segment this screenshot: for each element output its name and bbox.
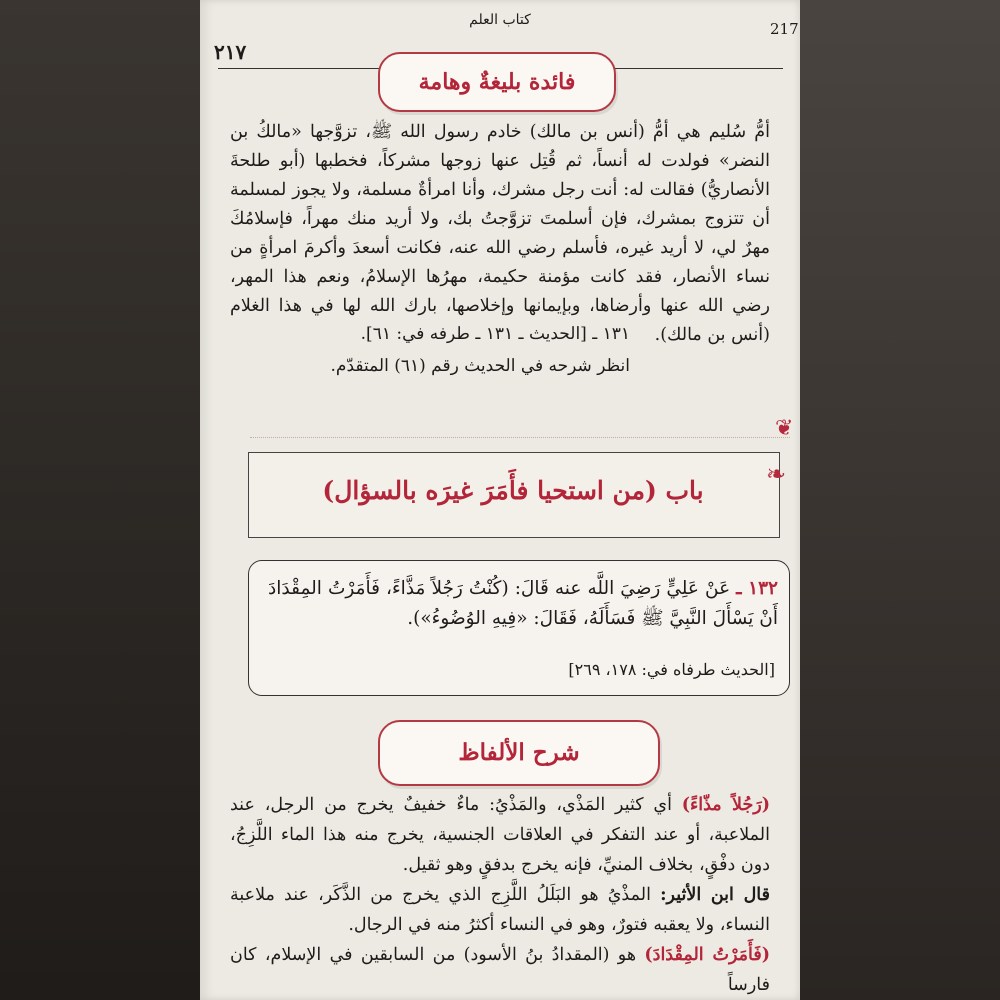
background-right (795, 0, 1000, 1000)
glossary-entry-3 (230, 940, 770, 1000)
glossary-term-2: قال ابن الأثير: (660, 885, 770, 905)
hadith-131-note: انظر شرحه في الحديث رقم (٦١) المتقدّم. (330, 356, 630, 376)
running-header-title: كتاب العلم (469, 12, 531, 28)
glossary-def-2: المذْيُ هو البَلَلُ اللَّزِج الذي يخرج من الذَّكَر، عند ملاعبة النساء، ولا يعقبه فتورٌ، وهو في النساء أكثرُ منه في الرجال. (230, 885, 770, 935)
floral-ornament-icon: ❦ (775, 416, 794, 441)
glossary-heading: شرح الألفاظ (378, 720, 660, 786)
page-number-arabic: ٢١٧ (214, 40, 247, 64)
hadith-132-reference: [الحديث طرفاه في: ١٧٨، ٢٦٩] (568, 660, 775, 679)
bab-title: باب (من استحيا فأَمَرَ غيرَه بالسؤال) (322, 476, 704, 505)
glossary-def-1: أي كثير المَذْي، والمَذْيُ: ماءٌ خفيفٌ يخرج من الرجل، عند الملاعبة، أو عند التفكر في العلاقات الجنسية، يخرج منه هذا الماء اللَّزِجُ، دون دفْقٍ، بخلاف المنيِّ، فإنه يخرج بدفقٍ وهو ثقيل. (230, 795, 770, 875)
section-heading-faida: فائدة بليغةٌ وهامة (378, 52, 616, 112)
hadith-132-text-block (268, 574, 778, 634)
glossary-term-1: (رَجُلاً مذّاءً) (681, 795, 770, 815)
faida-paragraph: أمُّ سُليم هي أمُّ (أنس بن مالك) خادم رسول الله ﷺ، تزوَّجها «مالكُ بن النضر» فولدت له أنساً، ثم قُتِل عنها زوجها مشركاً، فخطبها (أبو طلحةَ الأنصاريُّ) فقالت له: أنت رجل مشرك، وأنا امرأةٌ مسلمة، ولا يجوز لمسلمة أن تتزوج بمشرك، فإن أسلمتَ تزوَّجتُ بك، ولا أريد منك مهراً، فإسلامُكَ مهرٌ لي، لا أريد غيره، فأسلم رضي الله عنه، فكانت أسعدَ وأكرمَ امرأةٍ من نساء الأنصار، فقد كانت مؤمنة حكيمة، مهرُها الإسلامُ، ونعم هذا المهر، رضي الله عنها وأرضاها، وبإيمانها وإخلاصها، بارك الله لها في هذا الغلام (أنس بن مالك). (230, 122, 770, 345)
glossary-def-3: هو (المقدادُ بنُ الأسود) من السابقين في الإسلام، كان فارساً (230, 945, 770, 995)
hadith-text: عَنْ عَلِيٍّ رَضِيَ اللَّه عنه قَالَ: (كُنْتُ رَجُلاً مَذَّاءً، فَأَمَرْتُ المِقْدَادَ أَنْ يَسْأَلَ النَّبِيَّ ﷺ فَسَأَلَهُ، فَقَالَ: «فِيهِ الوُضُوءُ»). (268, 578, 778, 629)
glossary-entry-2 (230, 880, 770, 940)
hadith-number: ١٣٢ ـ (736, 578, 778, 599)
hadith-131-reference: ١٣١ ـ [الحديث ـ ١٣١ ـ طرفه في: ٦١]. (360, 324, 630, 344)
glossary-entry-1 (230, 790, 770, 880)
book-page (200, 0, 800, 1000)
background-left (0, 0, 205, 1000)
glossary-term-3: (فَأَمَرْتُ المِقْدَادَ) (644, 945, 770, 965)
floral-curl-icon: ❧ (766, 460, 787, 488)
ornament-divider (250, 437, 790, 438)
page-number-latin: 217 (770, 20, 799, 38)
